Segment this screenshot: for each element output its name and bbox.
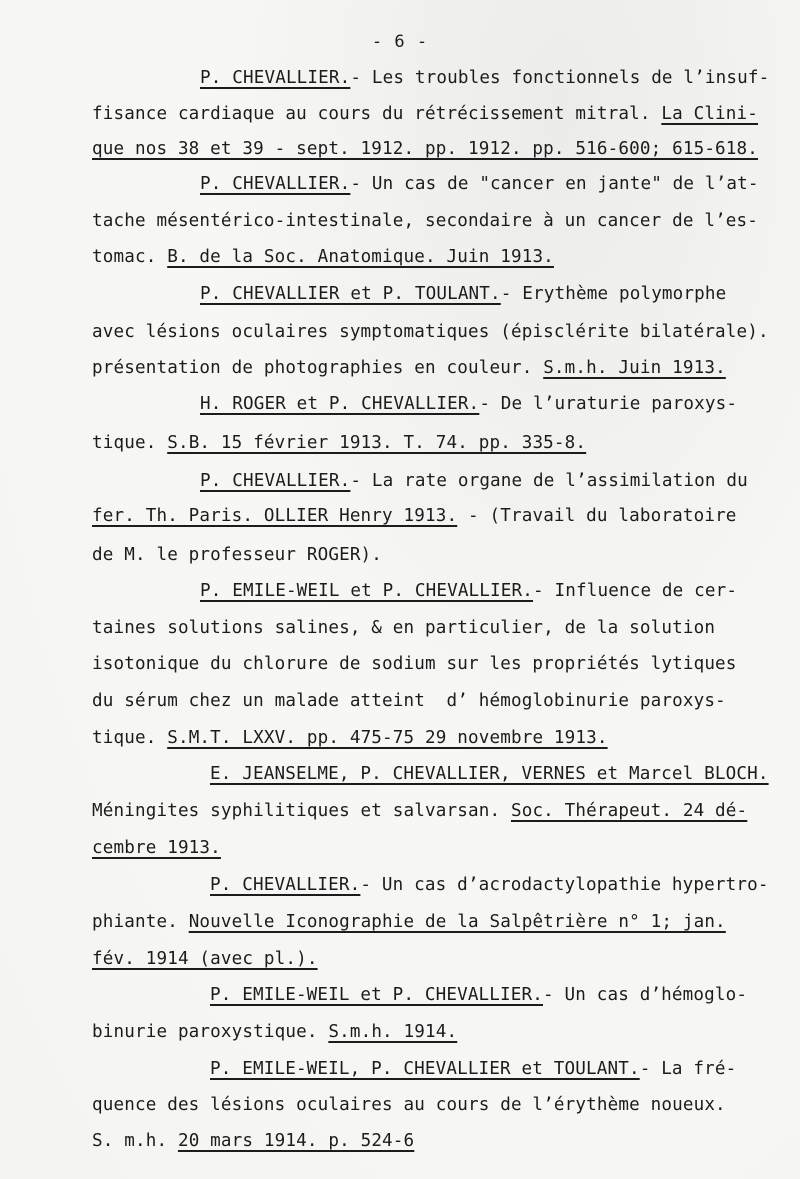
text-line bbox=[92, 246, 800, 268]
underlined-citation: P. CHEVALLIER. bbox=[200, 471, 351, 491]
underlined-citation: 20 mars 1914. p. 524-6 bbox=[177, 1131, 415, 1151]
text-line bbox=[92, 138, 800, 160]
text-segment: - Les troubles fonctionnels de l’insuf- bbox=[350, 68, 770, 88]
text-segment: de M. le professeur ROGER). bbox=[92, 545, 383, 565]
text-line bbox=[92, 357, 800, 379]
text-segment: taines solutions salines, & en particulier, de la solution bbox=[92, 618, 716, 638]
text-segment: tique. bbox=[92, 728, 168, 748]
text-segment: présentation de photographies en couleur. bbox=[92, 358, 544, 378]
text-segment: - La rate organe de l’assimilation du bbox=[350, 471, 748, 491]
text-segment: du sérum chez un malade atteint d’ hémoglobinurie paroxys- bbox=[92, 691, 726, 711]
underlined-citation: La Clini- bbox=[661, 104, 759, 124]
underlined-citation: P. EMILE-WEIL, P. CHEVALLIER et TOULANT. bbox=[210, 1059, 640, 1079]
text-segment: - La fré- bbox=[639, 1059, 737, 1079]
underlined-citation: fer. Th. Paris. OLLIER Henry 1913. bbox=[92, 506, 458, 526]
text-segment: tache mésentérico-intestinale, secondaire à un cancer de l’es- bbox=[92, 211, 759, 231]
text-line bbox=[92, 653, 800, 675]
text-line bbox=[92, 1094, 800, 1116]
text-line bbox=[92, 210, 800, 232]
text-line bbox=[92, 948, 800, 970]
text-line bbox=[200, 173, 800, 195]
underlined-citation: P. CHEVALLIER et P. TOULANT. bbox=[200, 284, 501, 304]
text-line bbox=[92, 617, 800, 639]
underlined-citation: P. CHEVALLIER. bbox=[210, 875, 361, 895]
underlined-citation: P. CHEVALLIER. bbox=[200, 68, 351, 88]
underlined-citation: P. EMILE-WEIL et P. CHEVALLIER. bbox=[210, 985, 544, 1005]
underlined-citation: B. de la Soc. Anatomique. Juin 1913. bbox=[167, 247, 554, 267]
text-segment: avec lésions oculaires symptomatiques (épisclérite bilatérale). bbox=[92, 322, 769, 342]
text-line bbox=[92, 103, 800, 125]
text-segment: - Influence de cer- bbox=[533, 581, 738, 601]
text-line bbox=[210, 763, 800, 785]
underlined-citation: S.m.h. 1914. bbox=[328, 1022, 458, 1042]
underlined-citation: P. CHEVALLIER. bbox=[200, 174, 351, 194]
text-line bbox=[92, 544, 800, 566]
text-line bbox=[210, 874, 800, 896]
underlined-citation: Soc. Thérapeut. 24 dé- bbox=[510, 801, 748, 821]
text-line bbox=[200, 470, 800, 492]
underlined-citation: fév. 1914 (avec pl.). bbox=[92, 949, 318, 969]
text-line bbox=[92, 911, 800, 933]
text-segment: - Un cas d’acrodactylopathie hypertro- bbox=[360, 875, 769, 895]
underlined-citation: P. EMILE-WEIL et P. CHEVALLIER. bbox=[200, 581, 534, 601]
text-segment: isotonique du chlorure de sodium sur les propriétés lytiques bbox=[92, 654, 737, 674]
underlined-citation: que nos 38 et 39 - sept. 1912. pp. 1912. pp. 516-600; 615-618. bbox=[92, 139, 759, 159]
text-segment: S. m.h. bbox=[92, 1131, 178, 1151]
text-segment: - (Travail du laboratoire bbox=[457, 506, 737, 526]
underlined-citation: S.m.h. Juin 1913. bbox=[543, 358, 726, 378]
underlined-citation: Nouvelle Iconographie de la Salpêtrière n° 1; jan. bbox=[188, 912, 726, 932]
text-line bbox=[92, 727, 800, 749]
text-line bbox=[210, 1058, 800, 1080]
text-line bbox=[92, 1021, 800, 1043]
text-segment: - Un cas d’hémoglo- bbox=[543, 985, 748, 1005]
text-line bbox=[92, 321, 800, 343]
page-number: - 6 - bbox=[371, 32, 429, 52]
text-line bbox=[92, 690, 800, 712]
text-segment: - Erythème polymorphe bbox=[500, 284, 727, 304]
text-segment: tique. bbox=[92, 433, 168, 453]
text-line bbox=[200, 67, 800, 89]
text-line bbox=[210, 984, 800, 1006]
text-line bbox=[200, 393, 800, 415]
text-line bbox=[200, 580, 800, 602]
text-segment: phiante. bbox=[92, 912, 189, 932]
text-line bbox=[92, 837, 800, 859]
underlined-citation: H. ROGER et P. CHEVALLIER. bbox=[200, 394, 480, 414]
text-segment: fisance cardiaque au cours du rétrécissement mitral. bbox=[92, 104, 662, 124]
text-segment: Méningites syphilitiques et salvarsan. bbox=[92, 801, 511, 821]
text-segment: quence des lésions oculaires au cours de l’érythème noueux. bbox=[92, 1095, 726, 1115]
text-segment: binurie paroxystique. bbox=[92, 1022, 329, 1042]
underlined-citation: S.M.T. LXXV. pp. 475-75 29 novembre 1913. bbox=[167, 728, 608, 748]
text-line bbox=[92, 505, 800, 527]
text-segment: - De l’uraturie paroxys- bbox=[479, 394, 738, 414]
underlined-citation: S.B. 15 février 1913. T. 74. pp. 335-8. bbox=[167, 433, 587, 453]
underlined-citation: cembre 1913. bbox=[92, 838, 221, 858]
text-segment: tomac. bbox=[92, 247, 168, 267]
text-line bbox=[200, 283, 800, 305]
underlined-citation: E. JEANSELME, P. CHEVALLIER, VERNES et Marcel BLOCH. bbox=[210, 764, 769, 784]
text-line bbox=[92, 432, 800, 454]
text-line bbox=[92, 1130, 800, 1152]
text-line bbox=[92, 800, 800, 822]
text-segment: - Un cas de "cancer en jante" de l’at- bbox=[350, 174, 759, 194]
